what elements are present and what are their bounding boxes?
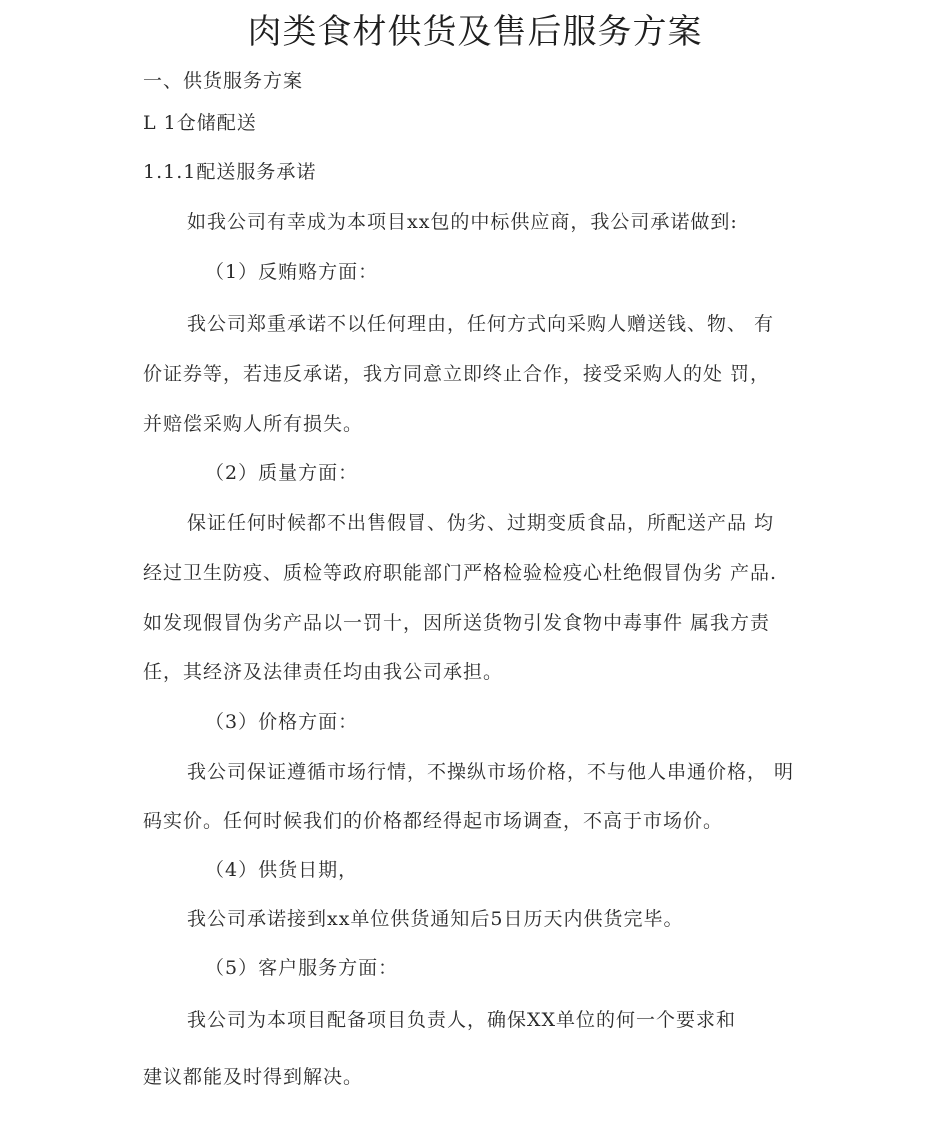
paragraph-line: 经过卫生防疫、质检等政府职能部门严格检验检疫心杜绝假冒伪劣 产品. xyxy=(143,562,778,584)
section-heading: 一、供货服务方案 xyxy=(143,70,304,92)
paragraph-line: 如发现假冒伪劣产品以一罚十，因所送货物引发食物中毒事件 属我方责 xyxy=(143,612,771,634)
item-heading-price: （3）价格方面： xyxy=(205,711,359,733)
paragraph-line: 任，其经济及法律责任均由我公司承担。 xyxy=(143,661,504,683)
item-heading-quality: （2）质量方面： xyxy=(205,462,359,484)
paragraph-line: 并赔偿采购人所有损失。 xyxy=(143,413,364,435)
document-title: 肉类食材供货及售后服务方案 xyxy=(247,12,703,52)
paragraph-line: 码实价。任何时候我们的价格都经得起市场调查，不高于市场价。 xyxy=(143,810,724,832)
paragraph-line: 价证券等，若违反承诺，我方同意立即终止合作，接受采购人的处 罚， xyxy=(143,363,771,385)
paragraph-line: 建议都能及时得到解决。 xyxy=(143,1066,364,1088)
paragraph-line: 我公司为本项目配备项目负责人，确保XX单位的何一个要求和 xyxy=(187,1009,737,1031)
paragraph-line: 保证任何时候都不出售假冒、伪劣、过期变质食品，所配送产品 均 xyxy=(187,512,775,534)
intro-paragraph: 如我公司有幸成为本项目xx包的中标供应商，我公司承诺做到: xyxy=(187,211,738,233)
paragraph-line: 我公司郑重承诺不以任何理由，任何方式向采购人赠送钱、物、 有 xyxy=(187,313,775,335)
subsection-heading: L 1仓储配送 xyxy=(143,112,257,134)
item-heading-anti-bribery: （1）反贿赂方面： xyxy=(205,261,379,283)
subsubsection-heading: 1.1.1配送服务承诺 xyxy=(143,161,317,183)
paragraph-line: 我公司保证遵循市场行情，不操纵市场价格，不与他人串通价格， 明 xyxy=(187,761,795,783)
item-heading-delivery-date: （4）供货日期， xyxy=(205,859,359,881)
paragraph-line: 我公司承诺接到xx单位供货通知后5日历天内供货完毕。 xyxy=(187,908,684,930)
item-heading-customer-service: （5）客户服务方面： xyxy=(205,957,399,979)
